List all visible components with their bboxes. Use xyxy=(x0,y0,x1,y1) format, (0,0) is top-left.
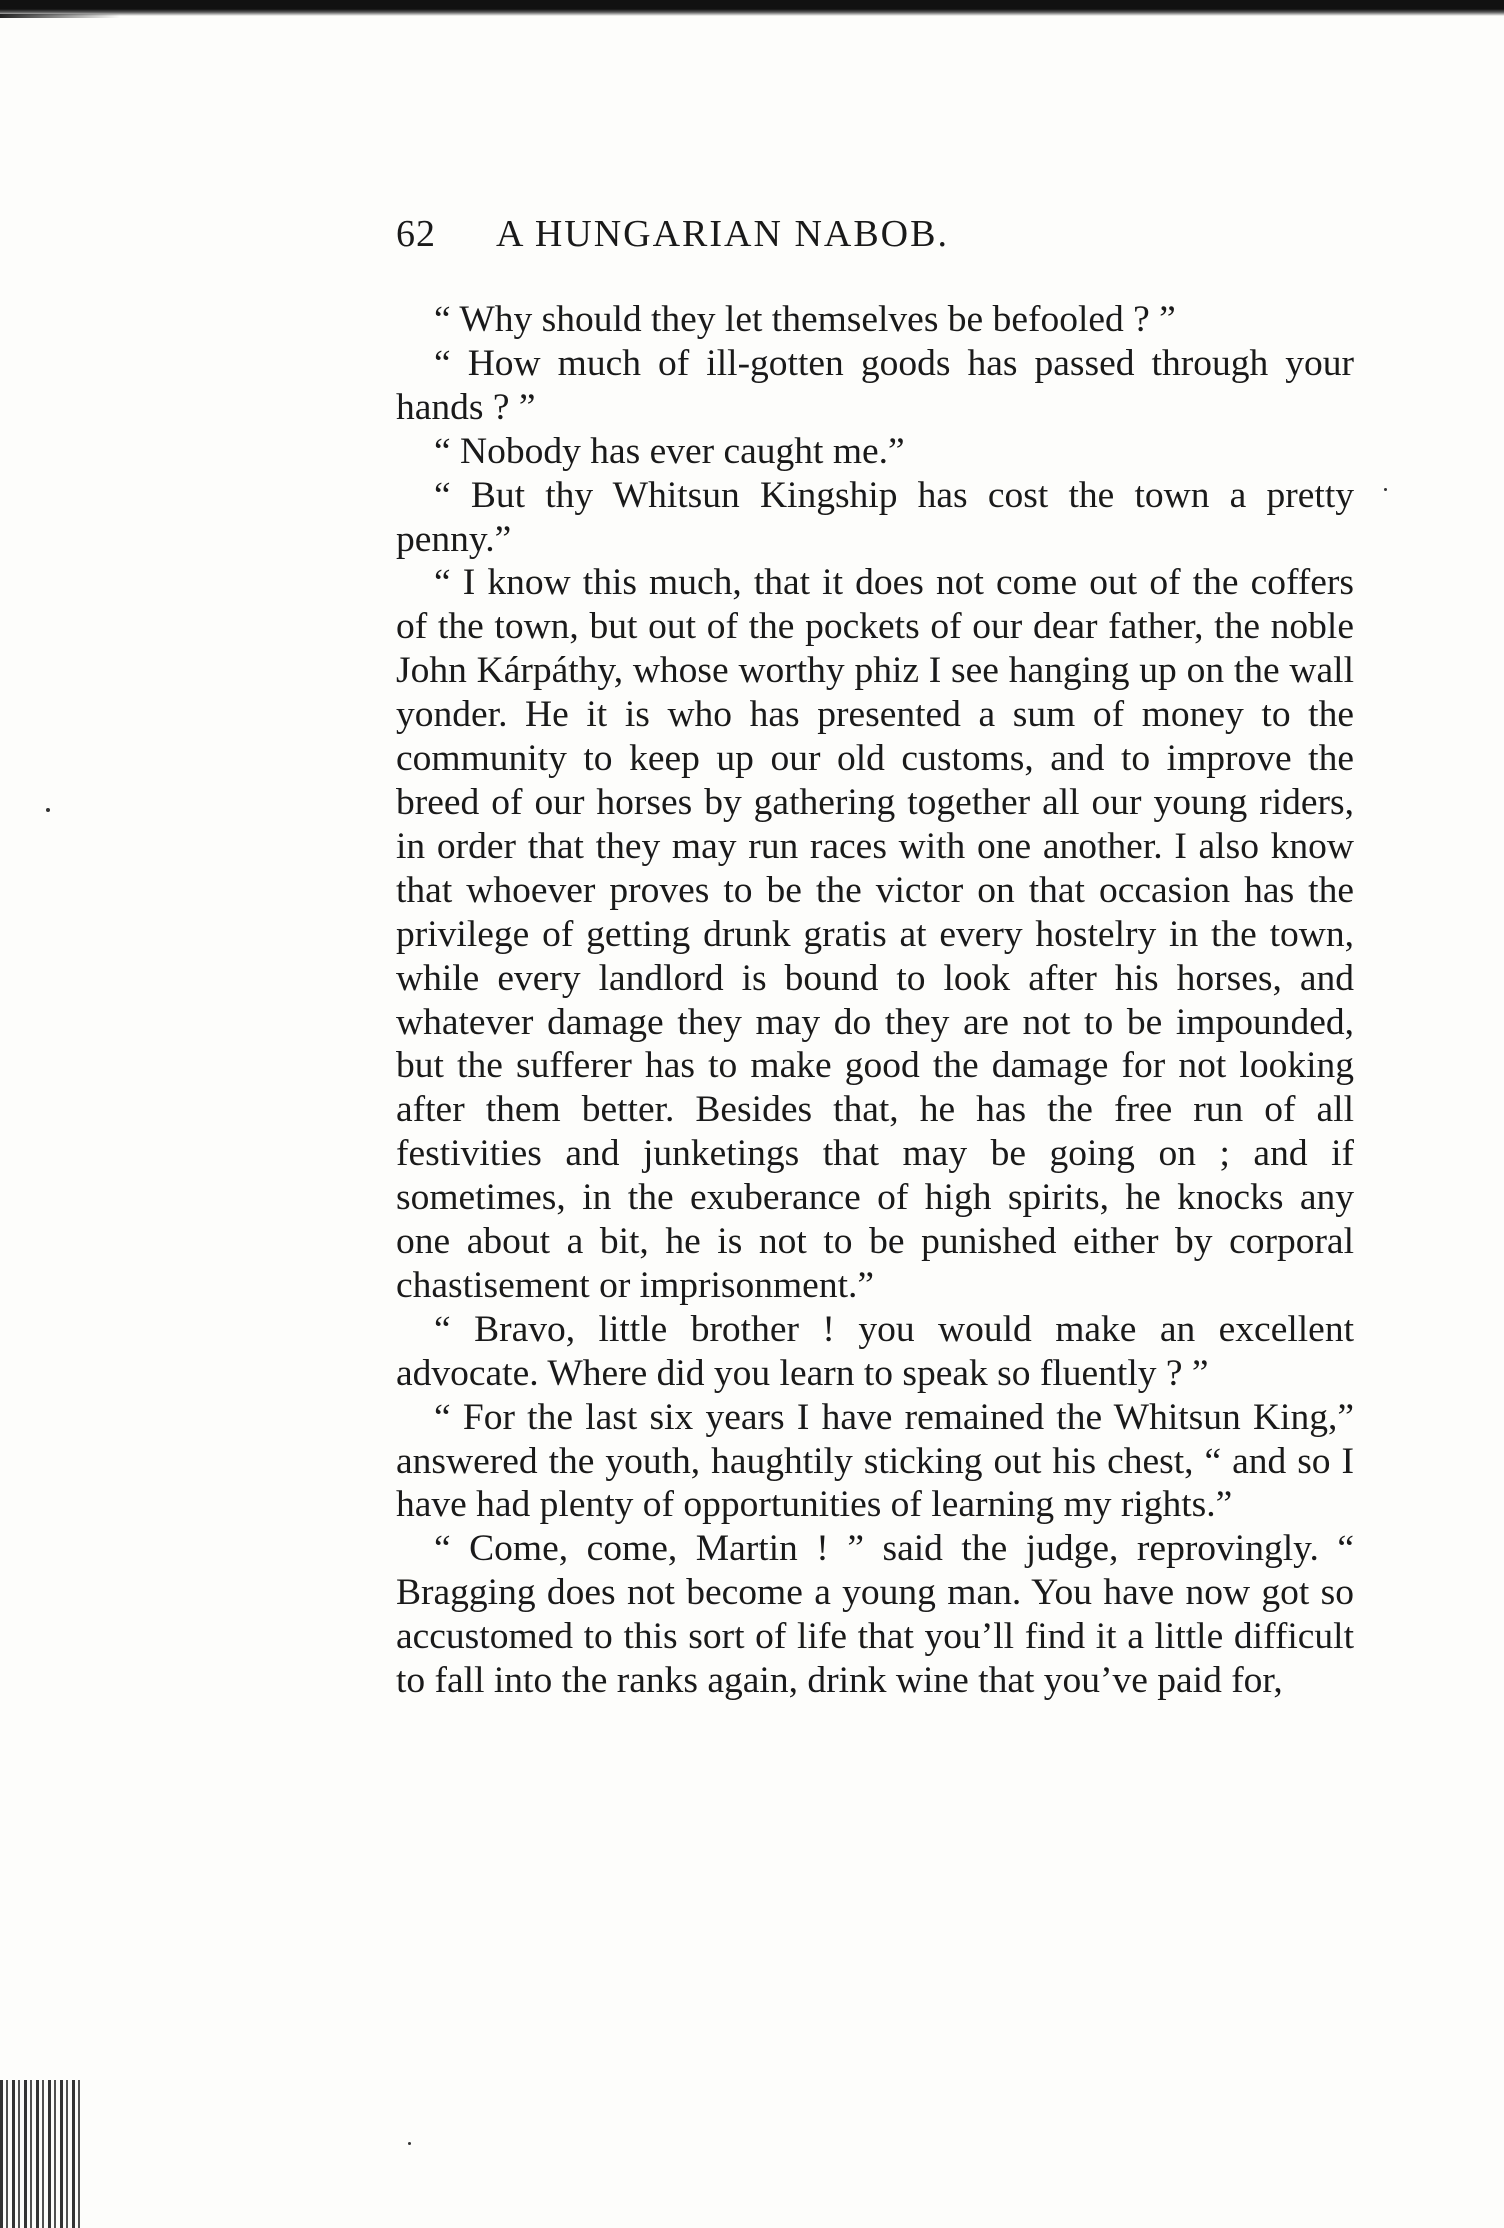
scan-speck xyxy=(1384,488,1387,491)
paragraph: “ But thy Whitsun Kingship has cost the town a pretty penny.” xyxy=(396,474,1354,560)
scan-binding-edge xyxy=(0,2080,80,2228)
paragraph: “ How much of ill-gotten goods has passed through your hands ? ” xyxy=(396,342,1354,428)
running-title: A HUNGARIAN NABOB. xyxy=(496,213,949,255)
body-text xyxy=(396,298,1354,1703)
scan-speck xyxy=(408,2142,411,2145)
paragraph: “ I know this much, that it does not come out of the coffers of the town, but out of the pockets of our dear father, the noble John Kárpáthy, whose worthy phiz I see hanging up on the wall yonder. He it is who has presented a sum of money to the community to keep up our old customs, and to improve the breed of our horses by gathering together all our young riders, in order that they may run races with one another. I also know that whoever proves to be the victor on that occasion has the privilege of getting drunk gratis at every hostelry in the town, while every landlord is bound to look after his horses, and whatever damage they may do they are not to be impounded, but the sufferer has to make good the damage for not looking after them better. Besides that, he has the free run of all festivities and junketings that may be going on ; and if sometimes, in the exuberance of high spirits, he knocks any one about a bit, he is not to be punished either by corporal chastisement or imprisonment.” xyxy=(396,562,1354,1306)
page-number: 62 xyxy=(396,213,436,255)
scan-top-rule xyxy=(0,0,1504,16)
paragraph: “ For the last six years I have remained the Whitsun King,” answered the youth, haughtily sticking out his chest, “ and so I have had plenty of opportunities of learning my rights.” xyxy=(396,1396,1354,1526)
paragraph: “ Come, come, Martin ! ” said the judge, reprovingly. “ Bragging does not become a young man. You have now got so accustomed to this sort of life that you’ll find it a little difficult to fall into the ranks again, drink wine that you’ve paid for, xyxy=(396,1528,1354,1702)
scan-speck xyxy=(46,808,50,812)
paragraph: “ Nobody has ever caught me.” xyxy=(434,430,905,472)
scan-top-rule-tail xyxy=(0,14,120,18)
paragraph: “ Bravo, little brother ! you would make an excellent advocate. Where did you learn to speak so fluently ? ” xyxy=(396,1308,1354,1394)
paragraph: “ Why should they let themselves be befooled ? ” xyxy=(434,299,1176,340)
page-header xyxy=(396,212,1156,272)
